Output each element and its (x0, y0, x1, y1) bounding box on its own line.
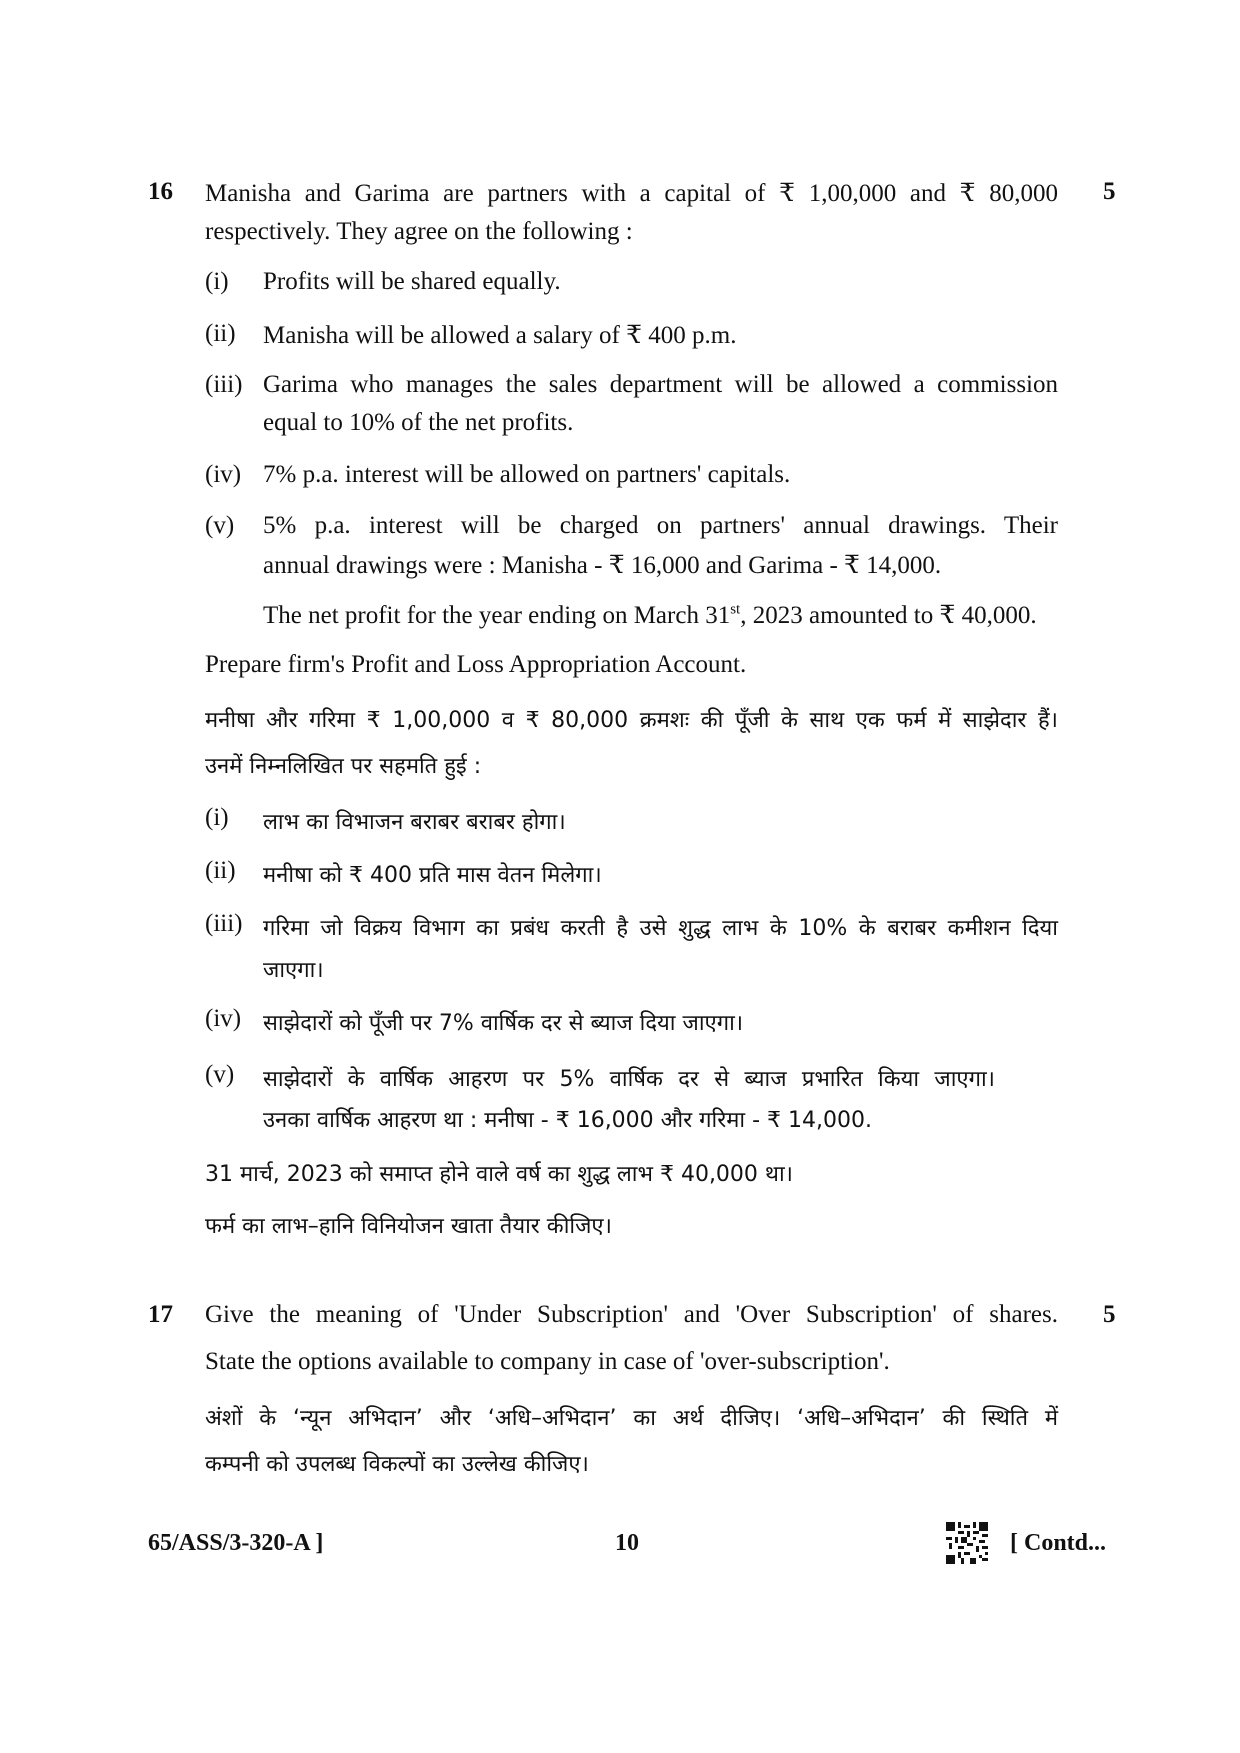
term-text: equal to 10% of the net profits. (263, 409, 574, 436)
term-text: 7% p.a. interest will be allowed on partners' capitals. (263, 461, 791, 488)
hi-term-label: (iv) (205, 1005, 242, 1032)
qr-code-icon (946, 1522, 988, 1564)
hi-term-text: उनका वार्षिक आहरण था : मनीषा - ₹ 16,000 और गरिमा - ₹ 14,000. (263, 1108, 872, 1133)
net-profit-pre: The net profit for the year ending on March 31 (263, 602, 731, 629)
hi-term-label: (v) (205, 1061, 235, 1088)
hi-term-text: गरिमा जो विक्रय विभाग का प्रबंध करती है उसे शुद्ध लाभ के 10% के बराबर कमीशन दिया (263, 916, 1058, 941)
question-marks: 5 (1103, 178, 1116, 205)
net-profit-sup: st (730, 601, 741, 618)
hi-term-label: (i) (205, 804, 229, 831)
continued-label: [ Contd... (1010, 1530, 1107, 1556)
net-profit-statement (263, 600, 1037, 630)
q16-intro-line-2: respectively. They agree on the following : (205, 218, 633, 245)
term-label: (i) (205, 268, 229, 295)
term-label: (ii) (205, 320, 236, 347)
term-text: Manisha will be allowed a salary of ₹ 400 p.m. (263, 322, 737, 349)
hi-term-label: (ii) (205, 857, 236, 884)
term-label: (iii) (205, 371, 243, 398)
hi-term-text: जाएगा। (263, 958, 324, 983)
q17-hi-line-1: अंशों के ‘न्यून अभिदान’ और ‘अधि–अभिदान’ का अर्थ दीजिए। ‘अधि–अभिदान’ की स्थिति में (205, 1406, 1058, 1431)
term-text: 5% p.a. interest will be charged on partners' annual drawings. Their (263, 512, 1058, 539)
q16-intro-line-1: Manisha and Garima are partners with a capital of ₹ 1,00,000 and ₹ 80,000 (205, 180, 1058, 207)
hi-term-label: (iii) (205, 910, 243, 937)
term-text: annual drawings were : Manisha - ₹ 16,000 and Garima - ₹ 14,000. (263, 552, 942, 579)
q17-hi-line-2: कम्पनी को उपलब्ध विकल्पों का उल्लेख कीजिए। (205, 1452, 589, 1477)
question-marks: 5 (1103, 1301, 1116, 1328)
term-text: Garima who manages the sales department will be allowed a commission (263, 371, 1058, 398)
q16-hi-net-profit: 31 मार्च, 2023 को समाप्त होने वाले वर्ष का शुद्ध लाभ ₹ 40,000 था। (205, 1162, 794, 1187)
q17-line-2: State the options available to company in case of 'over-subscription'. (205, 1348, 890, 1375)
q16-hi-intro-line-2: उनमें निम्नलिखित पर सहमति हुई : (205, 754, 482, 779)
term-label: (iv) (205, 461, 242, 488)
paper-code: 65/ASS/3-320-A ] (148, 1530, 324, 1556)
net-profit-post: , 2023 amounted to ₹ 40,000. (740, 602, 1037, 629)
hi-term-text: लाभ का विभाजन बराबर बराबर होगा। (263, 810, 566, 835)
hi-term-text: साझेदारों को पूँजी पर 7% वार्षिक दर से ब्याज दिया जाएगा। (263, 1011, 744, 1036)
page-number: 10 (615, 1530, 639, 1556)
q16-instruction: Prepare firm's Profit and Loss Appropriation Account. (205, 651, 747, 678)
hi-term-text: साझेदारों के वार्षिक आहरण पर 5% वार्षिक दर से ब्याज प्रभारित किया जाएगा। (263, 1067, 995, 1092)
q17-line-1: Give the meaning of 'Under Subscription' and 'Over Subscription' of shares. (205, 1301, 1058, 1328)
question-number: 17 (148, 1301, 173, 1328)
term-text: Profits will be shared equally. (263, 268, 561, 295)
q16-hi-instruction: फर्म का लाभ–हानि विनियोजन खाता तैयार कीजिए। (205, 1214, 612, 1239)
question-number: 16 (148, 178, 173, 205)
hi-term-text: मनीषा को ₹ 400 प्रति मास वेतन मिलेगा। (263, 863, 602, 888)
term-label: (v) (205, 512, 235, 539)
q16-hi-intro-line-1: मनीषा और गरिमा ₹ 1,00,000 व ₹ 80,000 क्रमशः की पूँजी के साथ एक फर्म में साझेदार हैं। (205, 708, 1058, 733)
